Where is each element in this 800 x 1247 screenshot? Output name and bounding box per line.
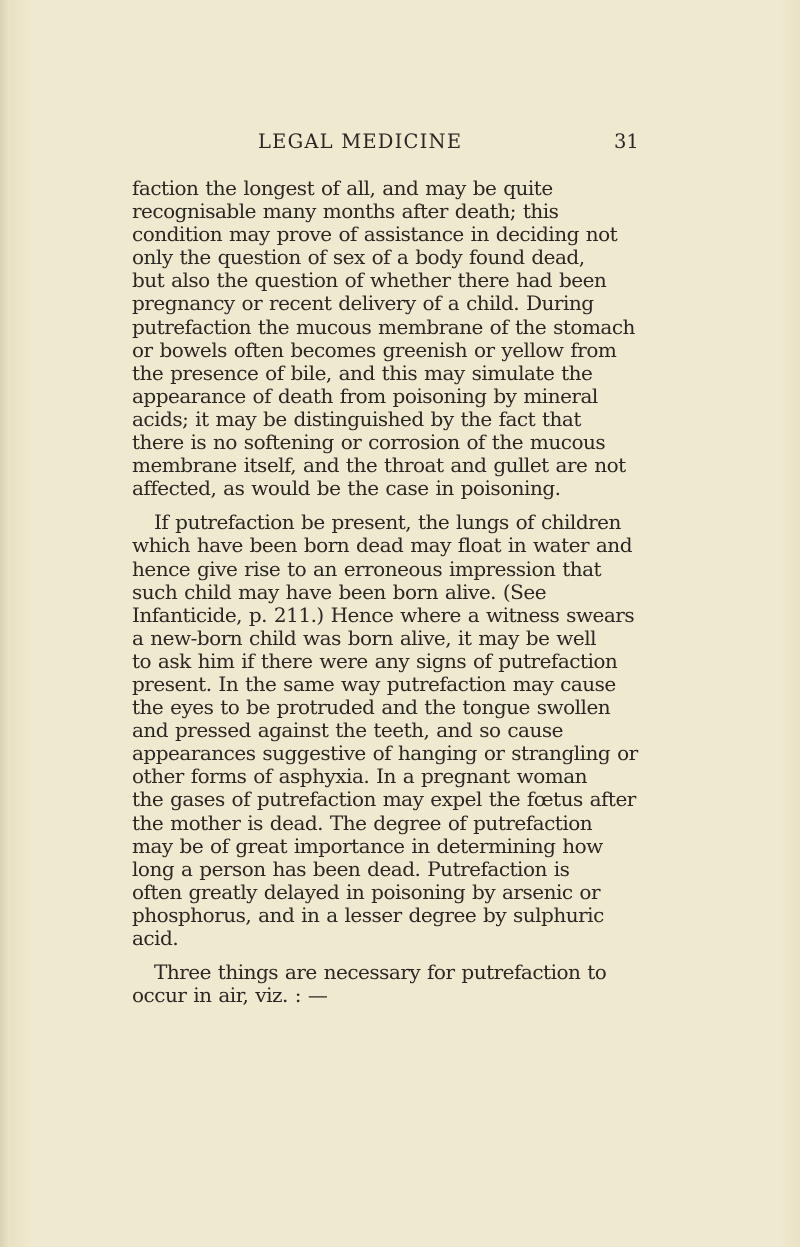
text-line: membrane itself, and the throat and gullet are not (132, 453, 626, 478)
text-line: to ask him if there were any signs of putrefaction (132, 648, 618, 673)
text-line: the gases of putrefaction may expel the fœtus after (132, 787, 636, 812)
paragraph-3 (132, 961, 788, 1007)
text-line: phosphorus, and in a lesser degree by sulphuric (132, 902, 604, 927)
text-line: affected, as would be the case in poisoning. (132, 476, 561, 501)
text-line: may be of great importance in determining how (132, 833, 603, 858)
text-line: the eyes to be protruded and the tongue swollen (132, 695, 611, 720)
text-line: such child may have been born alive. (See (132, 579, 547, 604)
text-line: acids; it may be distinguished by the fact that (132, 406, 581, 431)
text-line: pregnancy or recent delivery of a child. During (132, 291, 594, 316)
text-line: condition may prove of assistance in deciding not (132, 222, 618, 247)
running-title: LEGAL MEDICINE (258, 130, 463, 153)
text-line: but also the question of whether there had been (132, 268, 607, 293)
text-line: which have been born dead may float in water and (132, 533, 632, 558)
text-line: hence give rise to an erroneous impression that (132, 556, 602, 581)
text-line: only the question of sex of a body found dead, (132, 245, 585, 270)
text-line: the presence of bile, and this may simulate the (132, 360, 593, 385)
text-line: long a person has been dead. Putrefaction is (132, 856, 570, 881)
text-line: If putrefaction be present, the lungs of children (154, 510, 621, 535)
text-line: Three things are necessary for putrefaction to (154, 960, 607, 985)
text-line: there is no softening or corrosion of the mucous (132, 430, 606, 455)
text-line: appearances suggestive of hanging or strangling or (132, 741, 638, 766)
page-binding-edge (0, 0, 10, 1247)
page-header (0, 130, 800, 160)
text-line: the mother is dead. The degree of putrefaction (132, 810, 593, 835)
text-line: a new-born child was born alive, it may be well (132, 625, 597, 650)
text-line: recognisable many months after death; this (132, 199, 559, 224)
text-line: or bowels often becomes greenish or yellow from (132, 337, 617, 362)
body-text (132, 177, 788, 1007)
text-line: faction the longest of all, and may be quite (132, 176, 553, 200)
text-line: other forms of asphyxia. In a pregnant woman (132, 764, 588, 789)
text-line: occur in air, viz. : — (132, 983, 328, 1008)
text-line: Infanticide, p. 211.) Hence where a witness swears (132, 602, 635, 627)
text-line: present. In the same way putrefaction may cause (132, 671, 616, 696)
text-line: acid. (132, 926, 179, 950)
text-line: and pressed against the teeth, and so cause (132, 718, 563, 743)
page-number: 31 (614, 130, 639, 153)
paragraph-2 (132, 511, 788, 950)
text-line: often greatly delayed in poisoning by arsenic or (132, 879, 600, 904)
text-line: appearance of death from poisoning by mineral (132, 383, 598, 408)
paragraph-1 (132, 177, 788, 500)
text-line: putrefaction the mucous membrane of the stomach (132, 314, 635, 339)
